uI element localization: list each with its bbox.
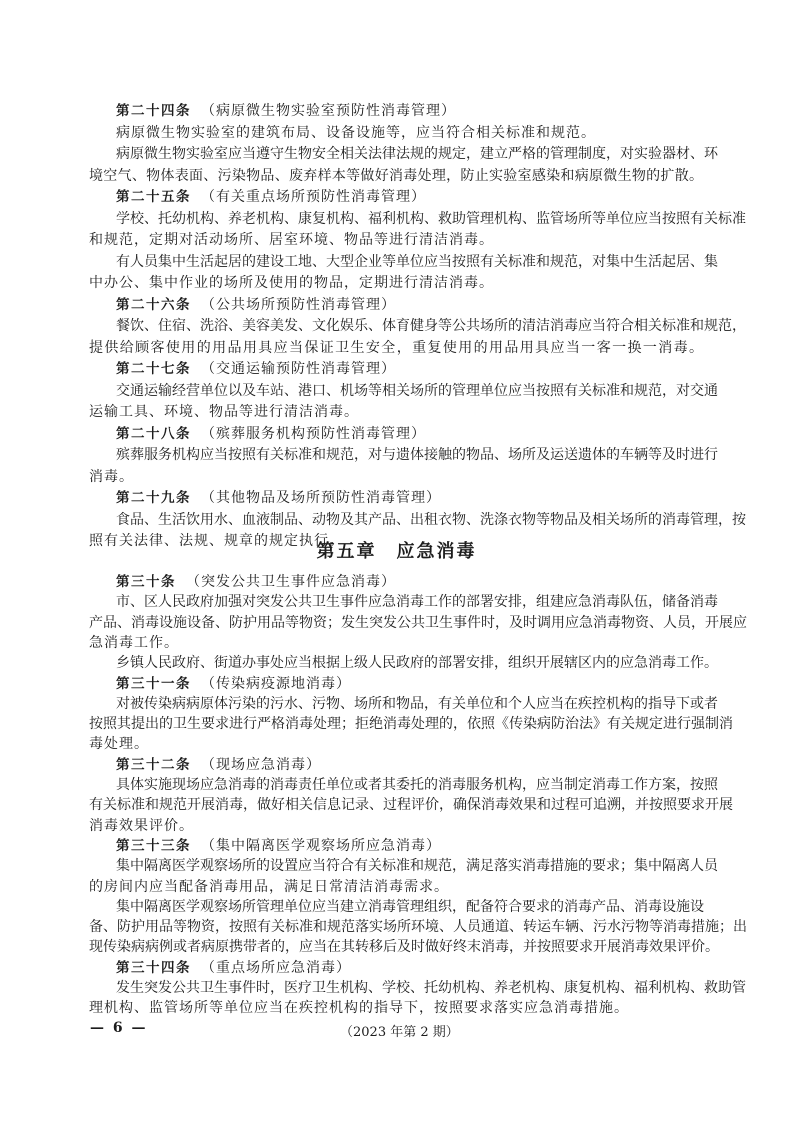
paragraph-line: 发生突发公共卫生事件时，医疗卫生机构、学校、托幼机构、养老机构、康复机构、福利机构、救助管 — [116, 980, 746, 996]
article-number: 第三十一条 — [116, 675, 191, 692]
paragraph-line: 交通运输经营单位以及车站、港口、机场等相关场所的管理单位应当按照有关标准和规范，对交通 — [116, 382, 718, 399]
paragraph-line: 学校、托幼机构、养老机构、康复机构、福利机构、救助管理机构、监管场所等单位应当按照有关标准 — [116, 210, 746, 227]
paragraph-line: 殡葬服务机构应当按照有关标准和规范，对与遗体接触的物品、场所及运送遗体的车辆等及时进行 — [116, 447, 718, 463]
paragraph-line: 产品、消毒设施设备、防护用品等物资；发生突发公共卫生事件时，及时调用应急消毒物资、人员，开展应 — [89, 614, 747, 631]
article-number: 第三十二条 — [116, 756, 191, 773]
paragraph-line: 提供给顾客使用的用品用具应当保证卫生安全，重复使用的用品用具应当一客一换一消毒。 — [89, 339, 703, 356]
article-title: （其他物品及场所预防性消毒管理） — [201, 490, 441, 506]
article-heading — [116, 674, 730, 694]
article-number: 第二十七条 — [116, 361, 191, 377]
article-number: 第二十四条 — [116, 103, 191, 119]
article-title: （有关重点场所预防性消毒管理） — [201, 189, 426, 205]
paragraph-line: 和规范，定期对活动场所、居室环境、物品等进行清洁消毒。 — [89, 232, 494, 248]
paragraph-line: 餐饮、住宿、洗浴、美容美发、文化娱乐、体育健身等公共场所的清洁消毒应当符合相关标准和规范， — [116, 318, 746, 334]
article-heading — [116, 101, 730, 121]
paragraph-line: 有关标准和规范开展消毒，做好相关信息记录、过程评价，确保消毒效果和过程可追溯，并按照要求开展 — [89, 797, 733, 814]
paragraph-line: 毒处理。 — [89, 736, 149, 753]
paragraph-line: 食品、生活饮用水、血液制品、动物及其产品、出租衣物、洗涤衣物等物品及相关场所的消毒管理，按 — [116, 511, 746, 528]
paragraph-line: 具体实施现场应急消毒的消毒责任单位或者其委托的消毒服务机构，应当制定消毒工作方案，按照 — [116, 777, 718, 793]
article-heading — [116, 836, 730, 856]
paragraph-line: 现传染病病例或者病原携带者的，应当在其转移后及时做好终末消毒，并按照要求开展消毒效果评价。 — [89, 939, 719, 956]
paragraph-line: 的房间内应当配备消毒用品，满足日常清洁消毒需求。 — [89, 878, 449, 895]
paragraph-line: 集中隔离医学观察场所的设置应当符合有关标准和规范，满足落实消毒措施的要求；集中隔离人员 — [116, 858, 718, 875]
article-number: 第二十五条 — [116, 189, 191, 205]
paragraph-line: 消毒。 — [89, 468, 134, 485]
paragraph-line: 对被传染病病原体污染的污水、污物、场所和物品，有关单位和个人应当在疾控机构的指导下或者 — [116, 695, 718, 712]
article-heading — [116, 187, 730, 207]
article-number: 第二十六条 — [116, 296, 191, 313]
article-number: 第三十条 — [116, 574, 176, 590]
paragraph-line: 市、区人民政府加强对突发公共卫生事件应急消毒工作的部署安排，组建应急消毒队伍，储备消毒 — [116, 594, 718, 611]
article-number: 第三十四条 — [116, 959, 191, 976]
article-title: （集中隔离医学观察场所应急消毒） — [201, 837, 441, 854]
article-title: （殡葬服务机构预防性消毒管理） — [201, 425, 426, 442]
issue-label: （2023 年第 2 期） — [340, 1025, 459, 1040]
paragraph-line: 按照其提出的卫生要求进行严格消毒处理；拒绝消毒处理的，依照《传染病防治法》有关规定进行强制消 — [89, 716, 733, 733]
article-number: 第二十九条 — [116, 490, 191, 506]
paragraph-line: 病原微生物实验室应当遵守生物安全相关法律法规的规定，建立严格的管理制度，对实验器材、环 — [116, 146, 718, 162]
article-title: （公共场所预防性消毒管理） — [201, 296, 396, 313]
paragraph-line: 理机构、监管场所等单位应当在疾控机构的指导下，按照要求落实应急消毒措施。 — [89, 1000, 629, 1017]
article-heading — [116, 958, 730, 978]
paragraph-line: 消毒效果评价。 — [89, 817, 194, 834]
article-heading — [116, 572, 730, 592]
paragraph-line: 急消毒工作。 — [89, 634, 179, 651]
paragraph-line: 备、防护用品等物资，按照有关标准和规范落实场所环境、人员通道、转运车辆、污水污物等消毒措施；出 — [89, 919, 747, 936]
paragraph-line: 病原微生物实验室的建筑布局、设备设施等，应当符合相关标准和规范。 — [116, 124, 596, 141]
article-title: （病原微生物实验室预防性消毒管理） — [201, 103, 456, 119]
article-title: （现场应急消毒） — [201, 756, 321, 773]
article-number: 第三十三条 — [116, 837, 191, 854]
article-title: （传染病疫源地消毒） — [201, 675, 351, 692]
article-heading — [116, 295, 730, 315]
paragraph-line: 境空气、物体表面、污染物品、废弃样本等做好消毒处理，防止实验室感染和病原微生物的扩散。 — [89, 167, 703, 184]
page-number: — 6 — — [90, 1020, 148, 1036]
article-title: （重点场所应急消毒） — [201, 959, 351, 976]
article-number: 第二十八条 — [116, 425, 191, 442]
chapter-title: 第五章 应急消毒 — [316, 541, 477, 562]
article-heading — [116, 488, 730, 508]
paragraph-line: 乡镇人民政府、街道办事处应当根据上级人民政府的部署安排，组织开展辖区内的应急消毒工作。 — [116, 655, 718, 672]
paragraph-line: 有人员集中生活起居的建设工地、大型企业等单位应当按照有关标准和规范，对集中生活起居、集 — [116, 253, 718, 270]
paragraph-line: 运输工具、环境、物品等进行清洁消毒。 — [89, 404, 359, 420]
article-title: （交通运输预防性消毒管理） — [201, 361, 396, 377]
article-heading — [116, 755, 730, 775]
paragraph-line: 照有关法律、法规、规章的规定执行。 — [89, 533, 344, 549]
article-title: （突发公共卫生事件应急消毒） — [186, 574, 396, 590]
paragraph-line: 中办公、集中作业的场所及使用的物品，定期进行清洁消毒。 — [89, 275, 494, 291]
article-heading — [116, 424, 730, 444]
article-heading — [116, 359, 730, 379]
paragraph-line: 集中隔离医学观察场所管理单位应当建立消毒管理组织，配备符合要求的消毒产品、消毒设施设 — [116, 898, 704, 915]
